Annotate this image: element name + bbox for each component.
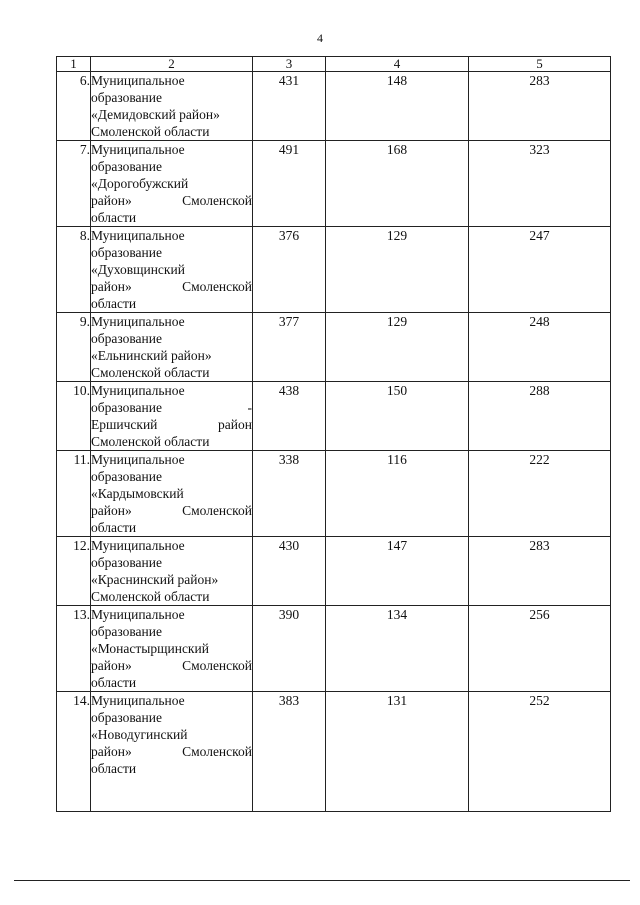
name-line: области <box>91 210 137 225</box>
value-c5: 288 <box>469 382 611 451</box>
name-line: образование <box>91 90 162 105</box>
name-line: Муниципальное <box>91 228 185 243</box>
row-number: 10. <box>57 382 91 451</box>
row-number: 7. <box>57 141 91 227</box>
column-header: 1 <box>57 57 91 72</box>
table-row <box>57 313 611 382</box>
value-c5: 323 <box>469 141 611 227</box>
value-c4: 148 <box>326 72 469 141</box>
name-line: район» Смоленской <box>91 658 252 673</box>
value-c3: 438 <box>253 382 326 451</box>
value-c5: 256 <box>469 606 611 692</box>
page-number: 4 <box>317 31 323 45</box>
footer-rule <box>14 880 630 881</box>
name-line: Муниципальное <box>91 142 185 157</box>
value-c5: 283 <box>469 72 611 141</box>
value-c4: 168 <box>326 141 469 227</box>
table-row <box>57 72 611 141</box>
row-number: 6. <box>57 72 91 141</box>
value-c3: 338 <box>253 451 326 537</box>
row-number: 14. <box>57 692 91 812</box>
table-row <box>57 606 611 692</box>
name-line: Муниципальное <box>91 383 185 398</box>
name-line: «Духовщинский <box>91 262 185 277</box>
name-line: области <box>91 296 137 311</box>
value-c3: 376 <box>253 227 326 313</box>
municipality-name <box>91 382 253 451</box>
table-header-row <box>57 57 611 72</box>
municipality-name <box>91 537 253 606</box>
name-line: Смоленской области <box>91 365 210 380</box>
name-line: район» Смоленской <box>91 193 252 208</box>
value-c4: 147 <box>326 537 469 606</box>
name-line: Муниципальное <box>91 607 185 622</box>
municipality-name <box>91 72 253 141</box>
value-c3: 431 <box>253 72 326 141</box>
name-line: «Дорогобужский <box>91 176 189 191</box>
name-line: образование - <box>91 400 252 415</box>
value-c4: 134 <box>326 606 469 692</box>
municipality-name <box>91 227 253 313</box>
name-line: «Монастырщинский <box>91 641 209 656</box>
name-line: «Ельнинский район» <box>91 348 212 363</box>
data-table <box>56 56 611 812</box>
column-header: 2 <box>91 57 253 72</box>
name-line: «Демидовский район» <box>91 107 220 122</box>
column-header: 5 <box>469 57 611 72</box>
name-line: образование <box>91 159 162 174</box>
value-c3: 430 <box>253 537 326 606</box>
table-row <box>57 141 611 227</box>
table-row <box>57 451 611 537</box>
name-line: район» Смоленской <box>91 744 252 759</box>
column-header: 4 <box>326 57 469 72</box>
name-line: Муниципальное <box>91 538 185 553</box>
name-line: области <box>91 761 137 776</box>
municipality-name <box>91 692 253 812</box>
name-line: Муниципальное <box>91 693 185 708</box>
value-c5: 252 <box>469 692 611 812</box>
value-c4: 150 <box>326 382 469 451</box>
row-number: 12. <box>57 537 91 606</box>
name-line: «Кардымовский <box>91 486 184 501</box>
table-body <box>57 57 611 812</box>
table-row <box>57 382 611 451</box>
name-line: Смоленской области <box>91 124 210 139</box>
name-line: области <box>91 675 137 690</box>
row-number: 11. <box>57 451 91 537</box>
value-c5: 283 <box>469 537 611 606</box>
value-c3: 491 <box>253 141 326 227</box>
municipality-name <box>91 141 253 227</box>
value-c5: 248 <box>469 313 611 382</box>
column-header: 3 <box>253 57 326 72</box>
name-line: район» Смоленской <box>91 503 252 518</box>
name-line: Смоленской области <box>91 434 210 449</box>
value-c5: 222 <box>469 451 611 537</box>
municipality-name <box>91 451 253 537</box>
name-line: образование <box>91 710 162 725</box>
name-line: Ершичский район <box>91 417 252 432</box>
table-row <box>57 537 611 606</box>
name-line: район» Смоленской <box>91 279 252 294</box>
name-line: области <box>91 520 137 535</box>
table-row <box>57 692 611 812</box>
name-line: «Краснинский район» <box>91 572 219 587</box>
value-c3: 390 <box>253 606 326 692</box>
name-line: образование <box>91 331 162 346</box>
row-number: 9. <box>57 313 91 382</box>
value-c3: 377 <box>253 313 326 382</box>
table-row <box>57 227 611 313</box>
name-line: образование <box>91 555 162 570</box>
name-line: образование <box>91 245 162 260</box>
value-c3: 383 <box>253 692 326 812</box>
value-c5: 247 <box>469 227 611 313</box>
name-line: «Новодугинский <box>91 727 188 742</box>
name-line: Муниципальное <box>91 73 185 88</box>
row-number: 8. <box>57 227 91 313</box>
municipality-name <box>91 606 253 692</box>
value-c4: 129 <box>326 313 469 382</box>
name-line: Муниципальное <box>91 452 185 467</box>
row-number: 13. <box>57 606 91 692</box>
value-c4: 131 <box>326 692 469 812</box>
name-line: Смоленской области <box>91 589 210 604</box>
value-c4: 116 <box>326 451 469 537</box>
value-c4: 129 <box>326 227 469 313</box>
name-line: Муниципальное <box>91 314 185 329</box>
municipality-name <box>91 313 253 382</box>
name-line: образование <box>91 624 162 639</box>
name-line: образование <box>91 469 162 484</box>
